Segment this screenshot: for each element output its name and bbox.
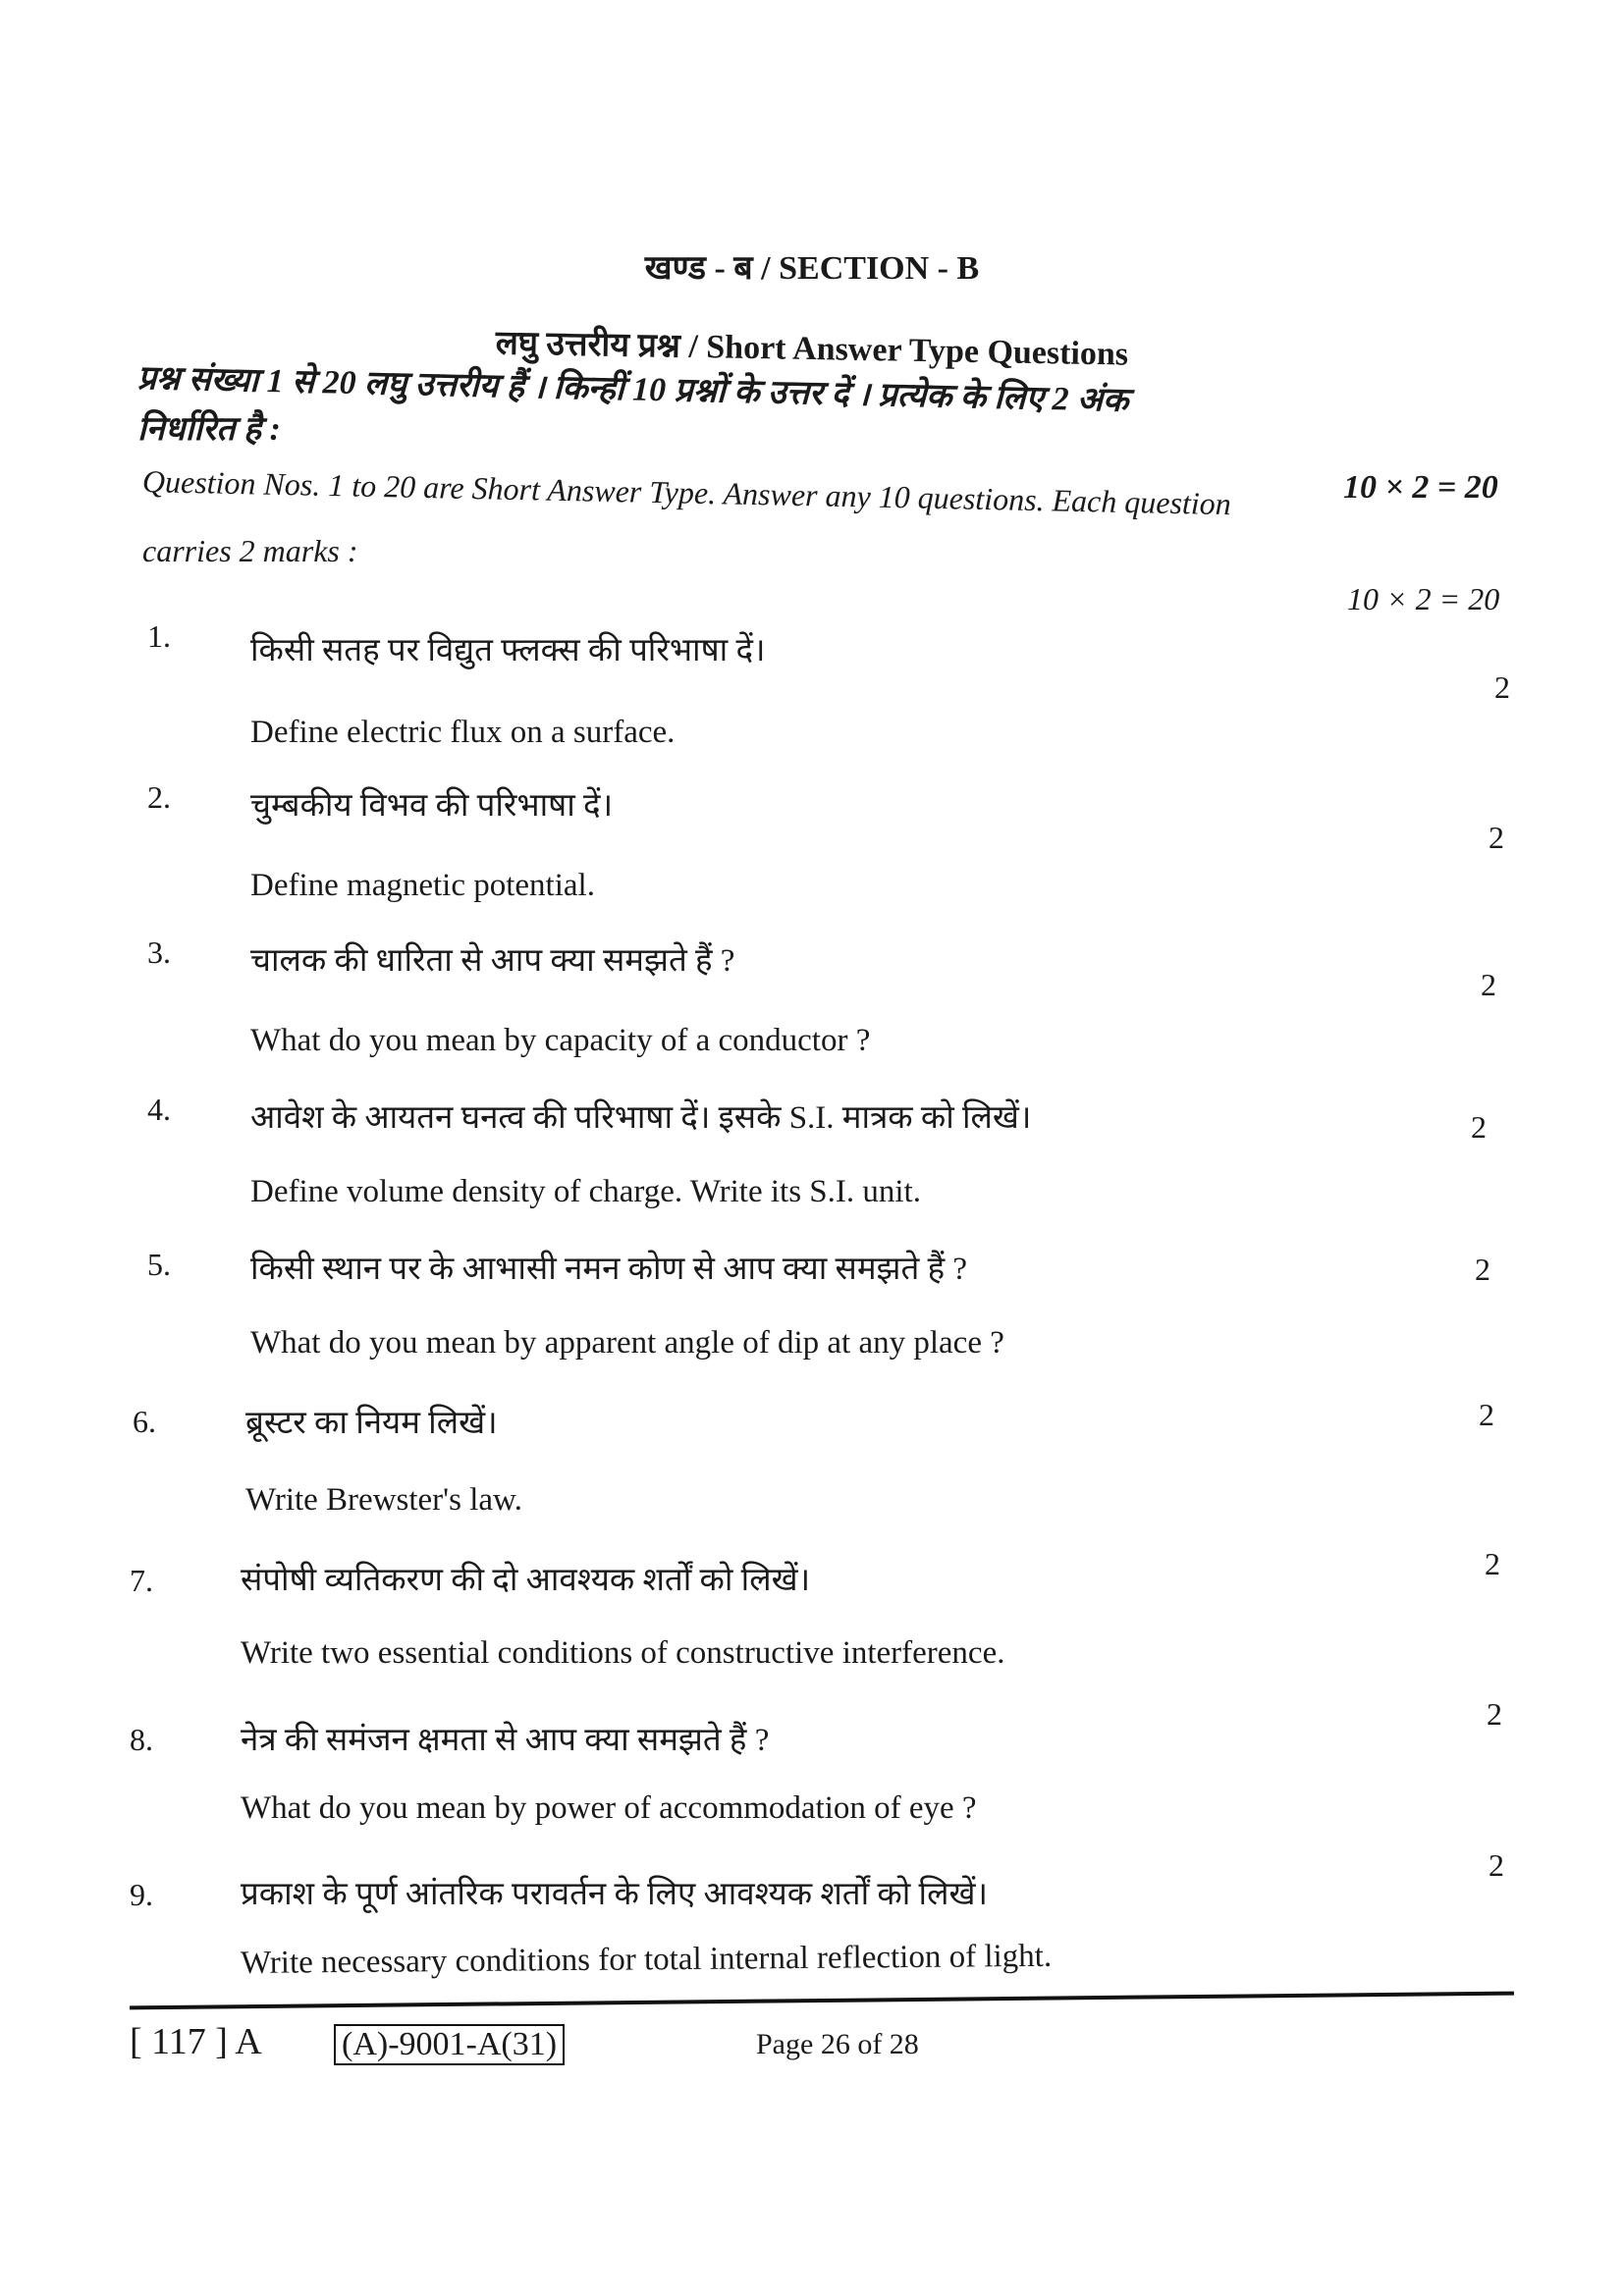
question-english: What do you mean by capacity of a conductor ? bbox=[250, 1023, 871, 1058]
question-hindi: नेत्र की समंजन क्षमता से आप क्या समझते हैं ? bbox=[241, 1723, 770, 1758]
question-hindi: प्रकाश के पूर्ण आंतरिक परावर्तन के लिए आवश्यक शर्तों को लिखें। bbox=[241, 1877, 988, 1912]
section-subtitle: लघु उत्तरीय प्रश्न / Short Answer Type Questions bbox=[495, 325, 1129, 373]
question-marks: 2 bbox=[1494, 669, 1510, 705]
question-english: Define electric flux on a surface. bbox=[250, 715, 676, 750]
question-hindi: ब्रूस्टर का नियम लिखें। bbox=[245, 1406, 498, 1441]
section-heading: खण्ड - ब / SECTION - B bbox=[644, 250, 980, 287]
footer-page-number: Page 26 of 28 bbox=[756, 2028, 919, 2060]
question-english: What do you mean by power of accommodation of eye ? bbox=[241, 1790, 977, 1826]
question-english: Write two essential conditions of constructive interference. bbox=[241, 1635, 1005, 1671]
footer-paper-code: (A)-9001-A(31) bbox=[334, 2024, 565, 2065]
question-number: 6. bbox=[133, 1404, 156, 1439]
question-number: 4. bbox=[147, 1092, 171, 1127]
question-marks: 2 bbox=[1475, 1252, 1490, 1287]
question-number: 3. bbox=[147, 934, 171, 970]
question-english: What do you mean by apparent angle of dip at any place ? bbox=[250, 1325, 1004, 1361]
question-marks: 2 bbox=[1489, 1847, 1504, 1883]
question-marks: 2 bbox=[1479, 1397, 1494, 1432]
question-hindi: आवेश के आयतन घनत्व की परिभाषा दें। इसके S.I. मात्रक को लिखें। bbox=[250, 1100, 1032, 1136]
question-marks: 2 bbox=[1481, 967, 1496, 1002]
footer-code: [ 117 ] A bbox=[130, 2021, 262, 2062]
question-hindi: संपोषी व्यतिकरण की दो आवश्यक शर्तों को लिखें। bbox=[241, 1563, 811, 1598]
question-number: 7. bbox=[130, 1563, 153, 1598]
question-marks: 2 bbox=[1487, 1696, 1502, 1732]
instructions-hindi-line2: निर्धारित है : bbox=[137, 411, 281, 448]
marks-total-english: 10 × 2 = 20 bbox=[1347, 581, 1500, 616]
marks-total-hindi: 10 × 2 = 20 bbox=[1343, 469, 1498, 506]
instructions-hindi-line1: प्रश्न संख्या 1 से 20 लघु उत्तरीय हैं । किन्हीं 10 प्रश्नों के उत्तर दें । प्रत्येक के लिए 2 अंक bbox=[136, 360, 1129, 419]
question-number: 1. bbox=[147, 618, 171, 654]
question-hindi: चुम्बकीय विभव की परिभाषा दें। bbox=[250, 788, 614, 824]
question-english: Define magnetic potential. bbox=[250, 868, 595, 903]
question-english: Write necessary conditions for total internal reflection of light. bbox=[240, 1938, 1053, 1981]
instructions-english-line1: Question Nos. 1 to 20 are Short Answer Type. Answer any 10 questions. Each question bbox=[141, 463, 1232, 522]
question-marks: 2 bbox=[1471, 1109, 1487, 1145]
question-number: 5. bbox=[147, 1247, 171, 1282]
question-number: 8. bbox=[130, 1722, 153, 1757]
question-english: Write Brewster's law. bbox=[245, 1482, 522, 1518]
question-hindi: चालक की धारिता से आप क्या समझते हैं ? bbox=[250, 943, 735, 979]
question-number: 9. bbox=[130, 1877, 153, 1912]
question-marks: 2 bbox=[1489, 820, 1504, 855]
instructions-english-line2: carries 2 marks : bbox=[142, 533, 358, 568]
question-marks: 2 bbox=[1485, 1546, 1500, 1581]
question-hindi: किसी सतह पर विद्युत फ्लक्स की परिभाषा दें। bbox=[250, 633, 766, 668]
question-hindi: किसी स्थान पर के आभासी नमन कोण से आप क्या समझते हैं ? bbox=[250, 1252, 967, 1287]
question-english: Define volume density of charge. Write its S.I. unit. bbox=[250, 1174, 921, 1209]
question-number: 2. bbox=[147, 779, 171, 815]
footer-rule bbox=[130, 1992, 1514, 2010]
